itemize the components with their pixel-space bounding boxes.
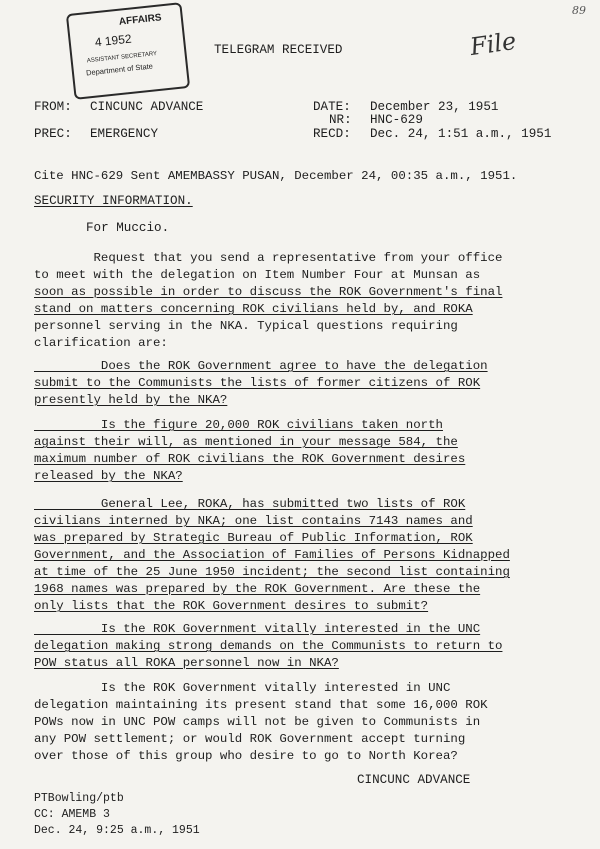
paragraph-line: soon as possible in order to discuss the ROK Government's final — [34, 285, 503, 299]
paragraph-line: POW status all ROKA personnel now in NKA? — [34, 656, 339, 670]
paragraph-question-5 — [34, 680, 574, 765]
paragraph-line: at time of the 25 June 1950 incident; the second list containing — [34, 565, 510, 579]
paragraph-line: to meet with the delegation on Item Number Four at Munsan as — [34, 268, 481, 282]
paragraph-line: stand on matters concerning ROK civilians held by, and ROKA — [34, 302, 473, 316]
stamp-line-1: AFFAIRS — [118, 12, 163, 28]
recd-label: RECD: — [313, 127, 351, 141]
paragraph-question-2 — [34, 417, 574, 485]
footer-timestamp: Dec. 24, 9:25 a.m., 1951 — [34, 824, 200, 837]
received-stamp — [66, 2, 190, 100]
prec-value: EMERGENCY — [90, 127, 159, 141]
paragraph-line: Government, and the Association of Families of Persons Kidnapped — [34, 548, 510, 562]
paragraph-line: submit to the Communists the lists of former citizens of ROK — [34, 376, 481, 390]
paragraph-question-1 — [34, 358, 574, 409]
paragraph-line: Is the ROK Government vitally interested in the UNC — [34, 622, 481, 636]
paragraph-line: presently held by the NKA? — [34, 393, 228, 407]
paragraph-line: Does the ROK Government agree to have the delegation — [34, 359, 488, 373]
footer-cc: CC: AMEMB 3 — [34, 808, 110, 821]
telegram-title: TELEGRAM RECEIVED — [214, 43, 343, 57]
stamp-line-2: 4 1952 — [94, 31, 133, 50]
cite-line: Cite HNC-629 Sent AMEMBASSY PUSAN, December 24, 00:35 a.m., 1951. — [34, 169, 518, 183]
paragraph-line: civilians interned by NKA; one list contains 7143 names and — [34, 514, 473, 528]
paragraph-question-3 — [34, 496, 574, 615]
paragraph-line: 1968 names was prepared by the ROK Government. Are these the — [34, 582, 481, 596]
paragraph-line: Is the figure 20,000 ROK civilians taken north — [34, 418, 443, 432]
signature: CINCUNC ADVANCE — [357, 773, 471, 787]
paragraph-line: Request that you send a representative from your office — [34, 251, 503, 265]
salutation: For Muccio. — [86, 221, 170, 235]
date-label: DATE: — [313, 100, 351, 114]
prec-label: PREC: — [34, 127, 72, 141]
paragraph-line: maximum number of ROK civilians the ROK Government desires — [34, 452, 466, 466]
paragraph-line: clarification are: — [34, 336, 168, 350]
paragraph-line: delegation making strong demands on the Communists to return to — [34, 639, 503, 653]
paragraph-line: any POW settlement; or would ROK Government accept turning — [34, 732, 466, 746]
paragraph-line: against their will, as mentioned in your message 584, the — [34, 435, 458, 449]
paragraph-line: POWs now in UNC POW camps will not be given to Communists in — [34, 715, 481, 729]
paragraph-line: was prepared by Strategic Bureau of Public Information, ROK — [34, 531, 473, 545]
nr-label: NR: — [329, 113, 352, 127]
date-value: December 23, 1951 — [370, 100, 499, 114]
security-classification: SECURITY INFORMATION. — [34, 194, 193, 208]
paragraph-question-4 — [34, 621, 574, 672]
paragraph-line: personnel serving in the NKA. Typical questions requiring — [34, 319, 458, 333]
handwritten-file-note: File — [468, 26, 518, 62]
from-label: FROM: — [34, 100, 72, 114]
paragraph-line: over those of this group who desire to go to North Korea? — [34, 749, 458, 763]
nr-value: HNC-629 — [370, 113, 423, 127]
stamp-line-4: Department of State — [85, 61, 154, 78]
paragraph-request — [34, 250, 574, 352]
paragraph-line: only lists that the ROK Government desires to submit? — [34, 599, 429, 613]
paragraph-line: Is the ROK Government vitally interested in UNC — [34, 681, 451, 695]
stamp-line-3: ASSISTANT SECRETARY — [86, 50, 158, 65]
paragraph-line: released by the NKA? — [34, 469, 183, 483]
paragraph-line: delegation maintaining its present stand that some 16,000 ROK — [34, 698, 488, 712]
paragraph-line: General Lee, ROKA, has submitted two lists of ROK — [34, 497, 466, 511]
recd-value: Dec. 24, 1:51 a.m., 1951 — [370, 127, 552, 141]
from-value: CINCUNC ADVANCE — [90, 100, 204, 114]
footer-initials: PTBowling/ptb — [34, 792, 124, 805]
page-number: 89 — [572, 4, 586, 17]
